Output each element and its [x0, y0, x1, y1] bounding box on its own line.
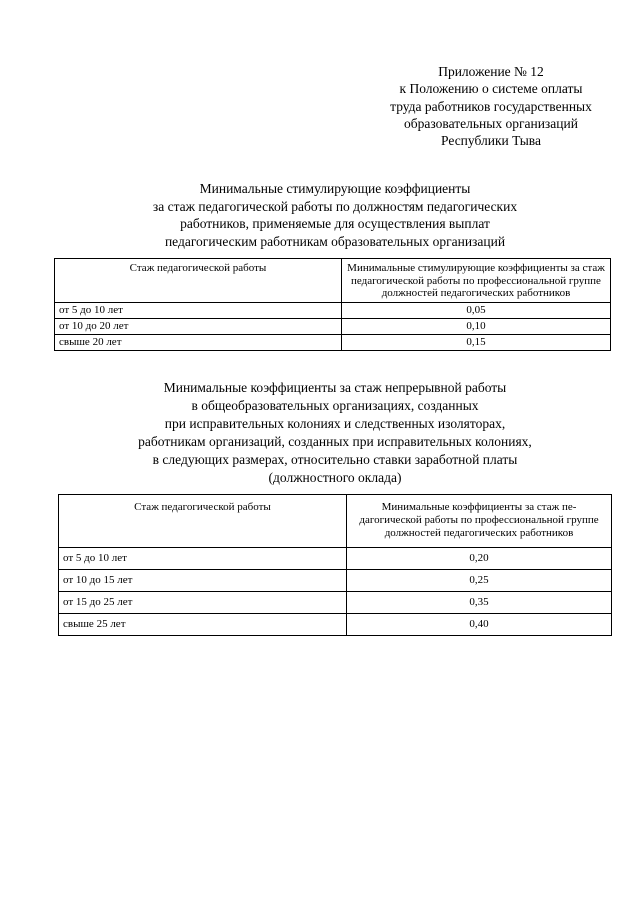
coefficient-cell: 0,35	[347, 592, 612, 614]
column-header-coefficient: Минимальные стимулирующие коэффициенты за стаж педагогической работы по профессиональной группе должностей педагогических работников	[342, 259, 611, 303]
section2-title-line: Минимальные коэффициенты за стаж непрерывной работы	[163, 380, 507, 395]
coefficient-cell: 0,40	[347, 614, 612, 636]
period-cell: от 5 до 10 лет	[55, 302, 342, 318]
column-header-period: Стаж педагогической работы	[55, 259, 342, 303]
table-row	[55, 318, 611, 334]
table-header-row	[59, 495, 612, 548]
section2-table	[58, 494, 612, 636]
coefficient-cell: 0,15	[342, 334, 611, 350]
table-row	[59, 592, 612, 614]
coefficient-cell: 0,05	[342, 302, 611, 318]
coefficient-cell: 0,10	[342, 318, 611, 334]
appendix-reference	[360, 63, 622, 149]
section1-title-line: педагогическим работникам образовательных организаций	[164, 233, 506, 249]
section2-title-line: (должностного оклада)	[268, 469, 402, 485]
section1-title	[90, 180, 580, 250]
table-row	[55, 334, 611, 350]
appendix-line: Республики Тыва	[441, 133, 541, 149]
section1-table	[54, 258, 611, 351]
appendix-line: труда работников государственных	[390, 98, 592, 114]
period-cell: свыше 20 лет	[55, 334, 342, 350]
appendix-line: образовательных организаций	[404, 115, 578, 131]
column-header-period: Стаж педагогической работы	[59, 495, 347, 548]
section2-title-line: работникам организаций, созданных при исправительных колониях,	[138, 433, 532, 449]
section2-title-line: при исправительных колониях и следственных изоляторах,	[164, 415, 506, 431]
section2-title	[90, 379, 580, 486]
period-cell: от 5 до 10 лет	[59, 548, 347, 570]
period-cell: от 10 до 15 лет	[59, 570, 347, 592]
period-cell: от 10 до 20 лет	[55, 318, 342, 334]
section2-title-line: в общеобразовательных организациях, созданных	[191, 397, 479, 413]
period-cell: свыше 25 лет	[59, 614, 347, 636]
section1-title-line: за стаж педагогической работы по должностям педагогических	[152, 198, 518, 214]
period-cell: от 15 до 25 лет	[59, 592, 347, 614]
section1-title-line: работников, применяемые для осуществления выплат	[180, 216, 490, 232]
coefficient-cell: 0,25	[347, 570, 612, 592]
section1-title-line: Минимальные стимулирующие коэффициенты	[199, 181, 471, 196]
table-row	[59, 548, 612, 570]
table-header-row	[55, 259, 611, 303]
table-row	[59, 614, 612, 636]
table-row	[59, 570, 612, 592]
appendix-line: к Положению о системе оплаты	[399, 81, 583, 97]
section2-title-line: в следующих размерах, относительно ставки заработной платы	[152, 451, 518, 467]
coefficient-cell: 0,20	[347, 548, 612, 570]
table-row	[55, 302, 611, 318]
appendix-number: Приложение № 12	[438, 64, 544, 79]
column-header-coefficient: Минимальные коэффициенты за стаж пе-дагогической работы по профессиональной группе должностей педагогических работников	[347, 495, 612, 548]
